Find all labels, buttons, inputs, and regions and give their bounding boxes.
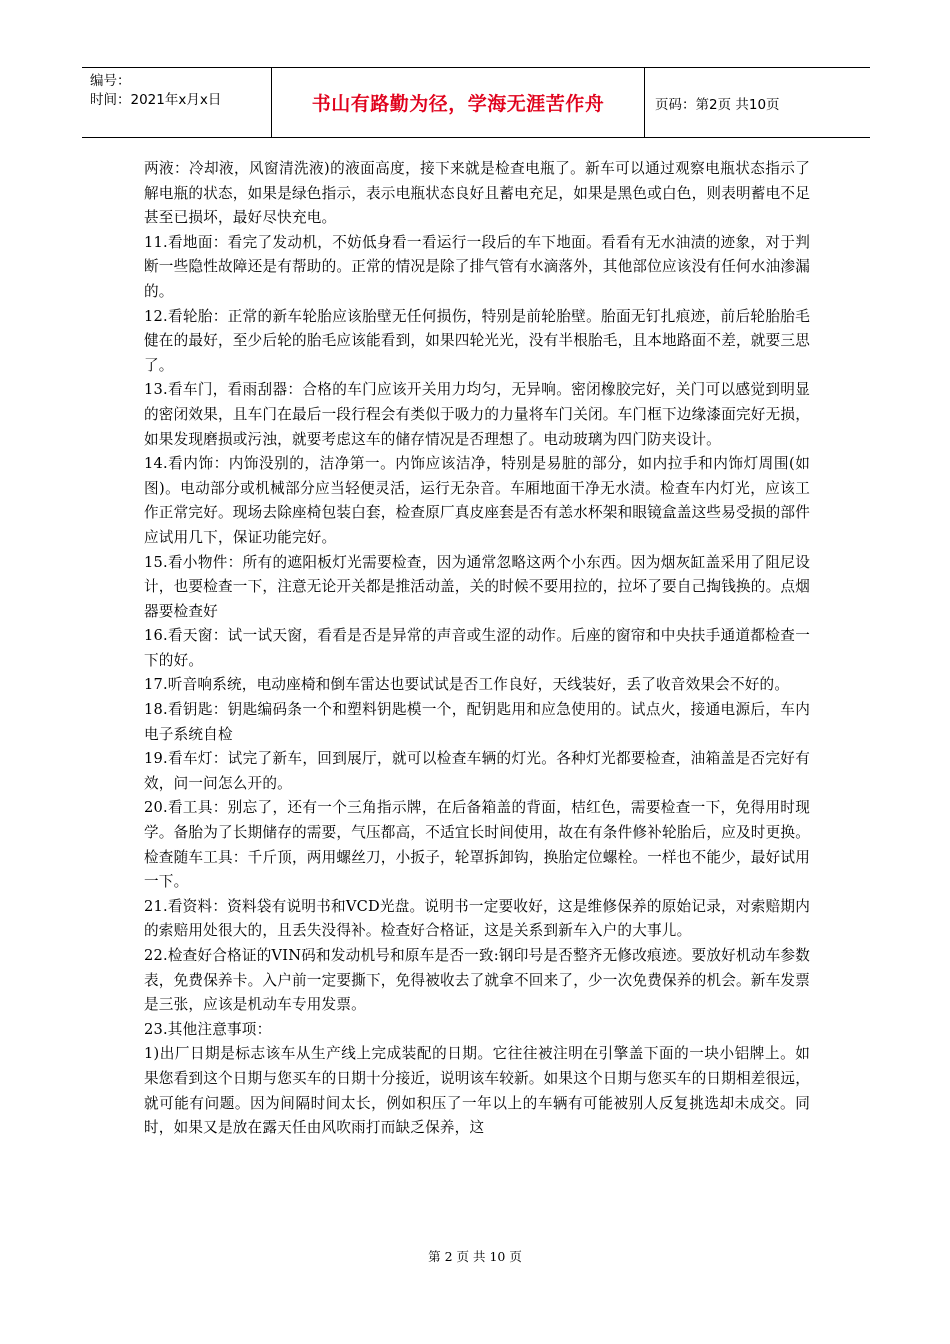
paragraph-23-1-manufacture-date: 1)出厂日期是标志该车从生产线上完成装配的日期。它往往被注明在引擎盖下面的一块小铝牌上。如果您看到这个日期与您买车的日期十分接近，说明该车较新。如果这个日期与您买车的日期相差很远，就可能有问题。因为间隔时间太长，例如积压了一年以上的车辆有可能被别人反复挑选却未成交。同时，如果又是放在露天任由风吹雨打而缺乏保养，这 — [144, 1045, 810, 1137]
paragraph-22-certificate: 22.检查好合格证的VIN码和发动机号和原车是否一致:钢印号是否整齐无修改痕迹。要放好机动车参数表，免费保养卡。入户前一定要撕下，免得被收去了就拿不回来了，少一次免费保养的机会。新车发票是三张，应该是机动车专用发票。 — [144, 947, 810, 1014]
document-body — [144, 157, 810, 1141]
paragraph-18-keys: 18.看钥匙：钥匙编码条一个和塑料钥匙模一个，配钥匙用和应急使用的。试点火，接通电源后，车内电子系统自检 — [144, 701, 810, 743]
paragraph-17-audio: 17.听音响系统，电动座椅和倒车雷达也要试试是否工作良好，天线装好，丢了收音效果会不好的。 — [144, 676, 790, 694]
document-number-label: 编号： — [90, 73, 131, 89]
paragraph-14-interior: 14.看内饰：内饰没别的，洁净第一。内饰应该洁净，特别是易脏的部分，如内拉手和内饰灯周围(如图)。电动部分或机械部分应当轻便灵活，运行无杂音。车厢地面干净无水渍。检查车内灯光，应该工作正常完好。现场去除座椅包装白套，检查原厂真皮座套是否有恙水杯架和眼镜盒盖这些易受损的部件应试用几下，保证功能完好。 — [144, 455, 810, 546]
paragraph-21-documents: 21.看资料：资料袋有说明书和VCD光盘。说明书一定要收好，这是维修保养的原始记录，对索赔期内的索赔用处很大的，且丢失没得补。检查好合格证，这是关系到新车入户的大事儿。 — [144, 897, 810, 940]
paragraph-battery: 两液：冷却液，风窗清洗液)的液面高度，接下来就是检查电瓶了。新车可以通过观察电瓶状态指示了解电瓶的状态，如果是绿色指示，表示电瓶状态良好且蓄电充足，如果是黑色或白色，则表明蓄电不足甚至已损坏，最好尽快充电。 — [144, 160, 810, 227]
header-meta — [82, 68, 272, 137]
paragraph-23-notes-heading: 23.其他注意事项： — [144, 1020, 272, 1038]
paragraph-20-tools: 20.看工具：别忘了，还有一个三角指示牌，在后备箱盖的背面，桔红色，需要检查一下，免得用时现学。备胎为了长期储存的需要，气压都高，不适宜长时间使用，故在有条件修补轮胎后，应及时更换。检查随车工具：千斤顶，两用螺丝刀，小扳子，轮罩拆卸钩，换胎定位螺栓。一样也不能少，最好试用一下。 — [144, 799, 810, 891]
page-footer: 第 2 页 共 10 页 — [428, 1249, 522, 1264]
header-motto: 书山有路勤为径，学海无涯苦作舟 — [272, 68, 645, 137]
paragraph-15-small-items: 15.看小物件：所有的遮阳板灯光需要检查，因为通常忽略这两个小东西。因为烟灰缸盖采用了阻尼设计，也要检查一下，注意无论开关都是推活动盖，关的时候不要用拉的，拉坏了要自己掏钱换的。点烟器要检查好 — [144, 553, 810, 620]
page-header — [82, 67, 870, 138]
document-time-label: 时间：2021年x月x日 — [90, 92, 222, 108]
paragraph-16-sunroof: 16.看天窗：试一试天窗，看看是否是异常的声音或生涩的动作。后座的窗帘和中央扶手通道都检查一下的好。 — [144, 627, 810, 669]
paragraph-19-lights: 19.看车灯：试完了新车，回到展厅，就可以检查车辆的灯光。各种灯光都要检查，油箱盖是否完好有效，问一问怎么开的。 — [144, 750, 810, 792]
header-page-info: 页码：第2页 共10页 — [655, 96, 780, 113]
paragraph-12-tires: 12.看轮胎：正常的新车轮胎应该胎壁无任何损伤，特别是前轮胎壁。胎面无钉扎痕迹，前后轮胎胎毛健在的最好，至少后轮的胎毛应该能看到，如果四轮光光，没有半根胎毛，且本地路面不差，就要三思了。 — [144, 307, 810, 374]
paragraph-11-ground: 11.看地面：看完了发动机，不妨低身看一看运行一段后的车下地面。看看有无水油渍的迹象，对于判断一些隐性故障还是有帮助的。正常的情况是除了排气管有水滴落外，其他部位应该没有任何水油渗漏的。 — [144, 233, 810, 300]
paragraph-13-doors: 13.看车门，看雨刮器：合格的车门应该开关用力均匀，无异响。密闭橡胶完好，关门可以感觉到明显的密闭效果，且车门在最后一段行程会有类似于吸力的力量将车门关闭。车门框下边缘漆面完好无损，如果发现磨损或污浊，就要考虑这车的储存情况是否理想了。电动玻璃为四门防夹设计。 — [144, 381, 810, 448]
